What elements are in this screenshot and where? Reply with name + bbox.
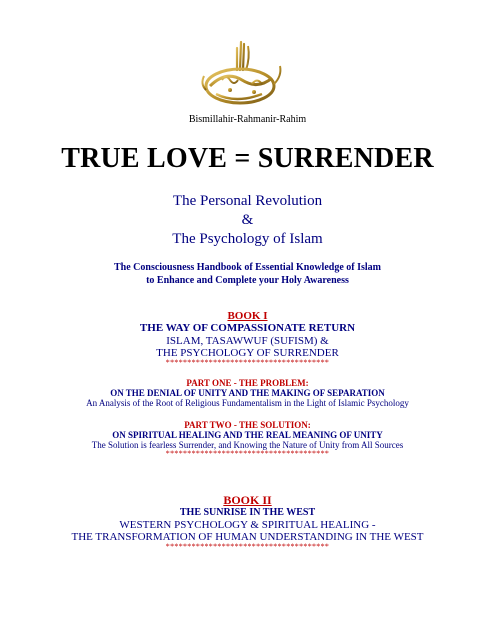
- page-title: TRUE LOVE = SURRENDER: [61, 143, 434, 174]
- book1-title: THE WAY OF COMPASSIONATE RETURN: [139, 322, 356, 335]
- part2-desc: The Solution is fearless Surrender, and Knowing the Nature of Unity from All Sources: [91, 440, 404, 451]
- book2-line-1: WESTERN PSYCHOLOGY & SPIRITUAL HEALING -: [119, 518, 376, 531]
- book2-title: THE SUNRISE IN THE WEST: [179, 507, 316, 519]
- book1-stars: **************************************: [165, 358, 330, 368]
- part-two-section: [0, 420, 495, 459]
- subtitle-line-1: The Personal Revolution: [172, 193, 323, 209]
- part2-heading: PART TWO - THE SOLUTION:: [184, 420, 311, 430]
- book1-section: [0, 310, 495, 368]
- part1-title: ON THE DENIAL OF UNITY AND THE MAKING OF SEPARATION: [110, 388, 385, 399]
- book2-stars: **************************************: [165, 542, 330, 552]
- part-one-section: [0, 378, 495, 408]
- subtitle-line-3: The Psychology of Islam: [172, 231, 323, 247]
- handbook-line-1: The Consciousness Handbook of Essential Knowledge of Islam: [114, 262, 381, 273]
- book2-section: [0, 494, 495, 552]
- subtitle-ampersand: &: [241, 212, 254, 228]
- part2-stars: **************************************: [165, 449, 330, 459]
- handbook-line-2: to Enhance and Complete your Holy Awareness: [146, 275, 349, 286]
- book1-label: BOOK I: [227, 310, 268, 322]
- part2-title: ON SPIRITUAL HEALING AND THE REAL MEANING OF UNITY: [112, 430, 383, 441]
- bismillah-text: Bismillahir-Rahmanir-Rahim: [188, 114, 307, 125]
- book2-line-2: THE TRANSFORMATION OF HUMAN UNDERSTANDING IN THE WEST: [71, 530, 424, 543]
- part1-desc: An Analysis of the Root of Religious Fundamentalism in the Light of Islamic Psychology: [86, 398, 409, 409]
- book1-line-1: ISLAM, TASAWWUF (SUFISM) &: [166, 334, 329, 347]
- part1-heading: PART ONE - THE PROBLEM:: [186, 378, 309, 388]
- book1-line-2: THE PSYCHOLOGY OF SURRENDER: [156, 346, 339, 359]
- bismillah-calligraphy-icon: [196, 40, 286, 108]
- book2-label: BOOK II: [223, 493, 272, 507]
